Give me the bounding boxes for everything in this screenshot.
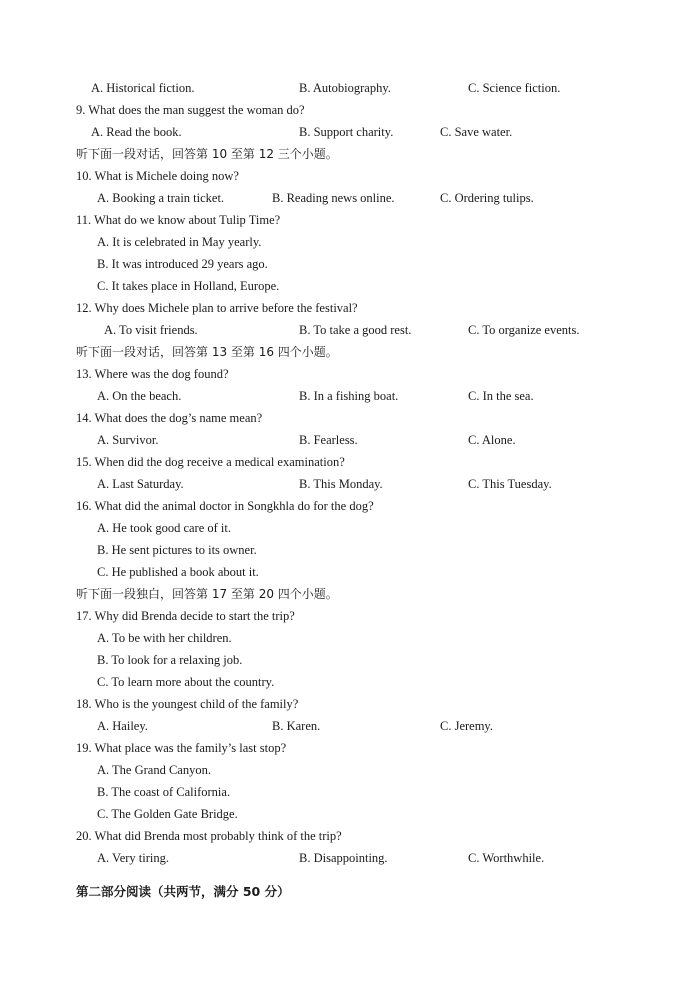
q14-option-c: C. Alone. xyxy=(468,433,516,447)
q12-option-c: C. To organize events. xyxy=(468,323,580,337)
q11-option-a-row xyxy=(0,231,695,253)
q13-option-a: A. On the beach. xyxy=(97,389,182,403)
q8-options-row xyxy=(0,77,695,99)
q9-stem: 9. What does the man suggest the woman do? xyxy=(76,103,305,117)
q20-option-a: A. Very tiring. xyxy=(97,851,169,865)
q16-option-b: B. He sent pictures to its owner. xyxy=(97,543,257,557)
q9-option-c: C. Save water. xyxy=(440,125,513,139)
q17-option-b-row xyxy=(0,649,695,671)
q20-stem-row xyxy=(0,825,695,847)
q10-option-a: A. Booking a train ticket. xyxy=(97,191,225,205)
section-text: 听下面一段对话，回答第 10 至第 12 三个小题。 xyxy=(76,147,338,161)
q17-stem: 17. Why did Brenda decide to start the trip? xyxy=(76,609,295,623)
q16-option-c-row xyxy=(0,561,695,583)
q19-option-c: C. The Golden Gate Bridge. xyxy=(97,807,238,821)
q13-stem: 13. Where was the dog found? xyxy=(76,367,229,381)
q11-option-b-row xyxy=(0,253,695,275)
q9-options-row xyxy=(0,121,695,143)
q14-stem-row xyxy=(0,407,695,429)
part-two-heading-row xyxy=(0,881,695,903)
q17-stem-row xyxy=(0,605,695,627)
q10-option-b: B. Reading news online. xyxy=(272,191,395,205)
q17-option-b: B. To look for a relaxing job. xyxy=(97,653,243,667)
q20-option-c: C. Worthwhile. xyxy=(468,851,545,865)
q17-option-c-row xyxy=(0,671,695,693)
q19-stem-row xyxy=(0,737,695,759)
q13-option-b: B. In a fishing boat. xyxy=(299,389,399,403)
q19-option-b-row xyxy=(0,781,695,803)
q8-option-a: A. Historical fiction. xyxy=(91,81,195,95)
q11-option-c-row xyxy=(0,275,695,297)
part-two-heading: 第二部分阅读（共两节，满分 50 分） xyxy=(76,884,290,899)
q15-stem: 15. When did the dog receive a medical examination? xyxy=(76,455,345,469)
q17-option-c: C. To learn more about the country. xyxy=(97,675,275,689)
section-text: 听下面一段独白，回答第 17 至第 20 四个小题。 xyxy=(76,587,338,601)
q18-stem: 18. Who is the youngest child of the family? xyxy=(76,697,299,711)
q18-stem-row xyxy=(0,693,695,715)
q16-stem: 16. What did the animal doctor in Songkhla do for the dog? xyxy=(76,499,374,513)
section-text: 听下面一段对话，回答第 13 至第 16 四个小题。 xyxy=(76,345,338,359)
q15-stem-row xyxy=(0,451,695,473)
q9-stem-row xyxy=(0,99,695,121)
q18-option-a: A. Hailey. xyxy=(97,719,148,733)
q9-option-a: A. Read the book. xyxy=(91,125,182,139)
q14-option-a: A. Survivor. xyxy=(97,433,159,447)
q19-option-b: B. The coast of California. xyxy=(97,785,231,799)
q12-stem: 12. Why does Michele plan to arrive before the festival? xyxy=(76,301,358,315)
q19-option-c-row xyxy=(0,803,695,825)
q16-option-a-row xyxy=(0,517,695,539)
q20-option-b: B. Disappointing. xyxy=(299,851,388,865)
q8-option-b: B. Autobiography. xyxy=(299,81,391,95)
q16-option-b-row xyxy=(0,539,695,561)
section-instruction-17-20 xyxy=(0,583,695,605)
q10-option-c: C. Ordering tulips. xyxy=(440,191,534,205)
q14-option-b: B. Fearless. xyxy=(299,433,358,447)
q13-options-row xyxy=(0,385,695,407)
q12-option-b: B. To take a good rest. xyxy=(299,323,412,337)
q11-option-c: C. It takes place in Holland, Europe. xyxy=(97,279,280,293)
q8-option-c: C. Science fiction. xyxy=(468,81,561,95)
q15-options-row xyxy=(0,473,695,495)
q14-stem: 14. What does the dog’s name mean? xyxy=(76,411,263,425)
q18-options-row xyxy=(0,715,695,737)
q20-stem: 20. What did Brenda most probably think of the trip? xyxy=(76,829,342,843)
q11-option-b: B. It was introduced 29 years ago. xyxy=(97,257,268,271)
q10-stem: 10. What is Michele doing now? xyxy=(76,169,239,183)
q20-options-row xyxy=(0,847,695,869)
q11-stem-row xyxy=(0,209,695,231)
q17-option-a: A. To be with her children. xyxy=(97,631,232,645)
q17-option-a-row xyxy=(0,627,695,649)
q12-option-a: A. To visit friends. xyxy=(104,323,198,337)
q10-stem-row xyxy=(0,165,695,187)
q19-option-a-row xyxy=(0,759,695,781)
q19-stem: 19. What place was the family’s last stop? xyxy=(76,741,287,755)
q14-options-row xyxy=(0,429,695,451)
q10-options-row xyxy=(0,187,695,209)
q15-option-c: C. This Tuesday. xyxy=(468,477,552,491)
q18-option-c: C. Jeremy. xyxy=(440,719,493,733)
section-instruction-13-16 xyxy=(0,341,695,363)
q13-stem-row xyxy=(0,363,695,385)
q16-stem-row xyxy=(0,495,695,517)
q18-option-b: B. Karen. xyxy=(272,719,321,733)
q16-option-a: A. He took good care of it. xyxy=(97,521,231,535)
q13-option-c: C. In the sea. xyxy=(468,389,534,403)
q11-option-a: A. It is celebrated in May yearly. xyxy=(97,235,262,249)
q12-stem-row xyxy=(0,297,695,319)
q15-option-b: B. This Monday. xyxy=(299,477,383,491)
q16-option-c: C. He published a book about it. xyxy=(97,565,259,579)
q11-stem: 11. What do we know about Tulip Time? xyxy=(76,213,281,227)
q19-option-a: A. The Grand Canyon. xyxy=(97,763,211,777)
q9-option-b: B. Support charity. xyxy=(299,125,394,139)
q12-options-row xyxy=(0,319,695,341)
section-instruction-10-12 xyxy=(0,143,695,165)
q15-option-a: A. Last Saturday. xyxy=(97,477,184,491)
